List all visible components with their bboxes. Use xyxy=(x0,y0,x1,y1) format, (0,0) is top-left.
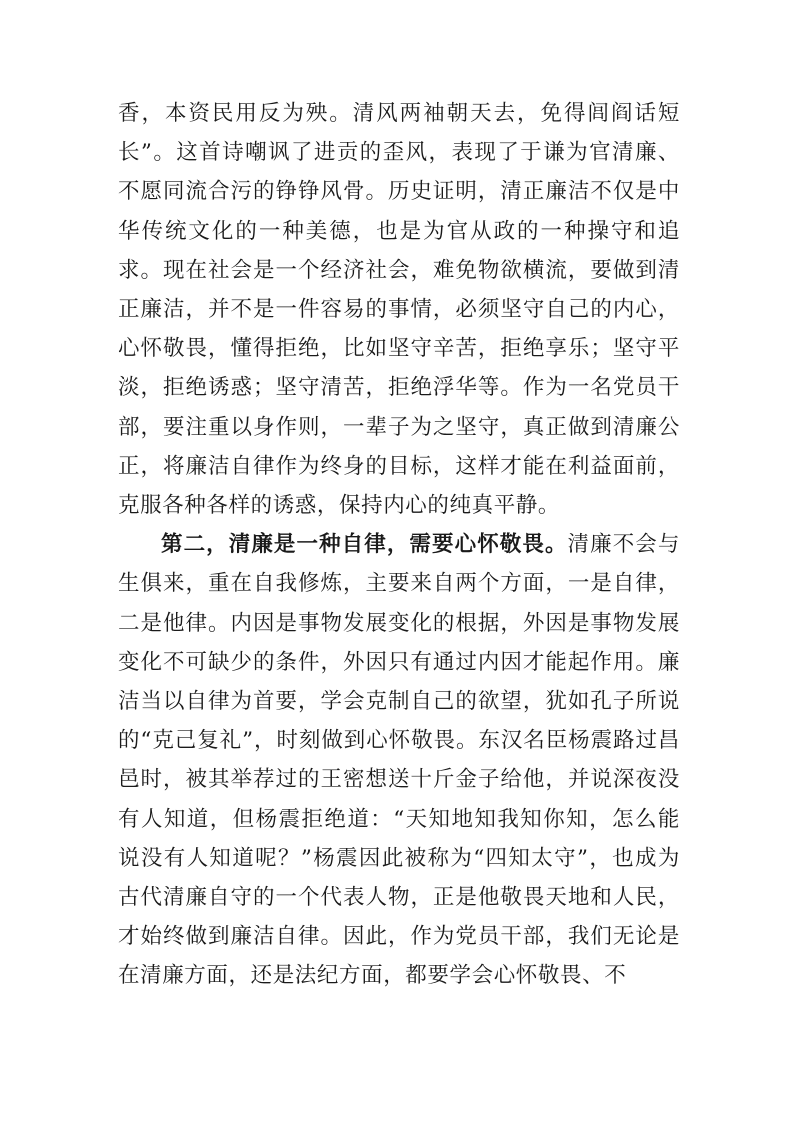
paragraph-2-text: 清廉不会与生俱来，重在自我修炼，主要来自两个方面，一是自律，二是他律。内因是事物发展变化的根据，外因是事物发展变化不可缺少的条件，外因只有通过内因才能起作用。廉洁当以自律为首要，学会克制自己的欲望，犹如孔子所说的“克己复礼”，时刻做到心怀敬畏。东汉名臣杨震路过昌邑时，被其举荐过的王密想送十斤金子给他，并说深夜没有人知道，但杨震拒绝道：“天知地知我知你知，怎么能说没有人知道呢？”杨震因此被称为“四知太守”，也成为古代清廉自守的一个代表人物，正是他敬畏天地和人民，才始终做到廉洁自律。因此，作为党员干部，我们无论是在清廉方面，还是法纪方面，都要学会心怀敬畏、不 xyxy=(118,532,680,989)
paragraph-1-text: 香，本资民用反为殃。清风两袖朝天去，免得闾阎话短长”。这首诗嘲讽了进贡的歪风，表现了于谦为官清廉、不愿同流合污的铮铮风骨。历史证明，清正廉洁不仅是中华传统文化的一种美德，也是为官从政的一种操守和追求。现在社会是一个经济社会，难免物欲横流，要做到清正廉洁，并不是一件容易的事情，必须坚守自己的内心，心怀敬畏，懂得拒绝，比如坚守辛苦，拒绝享乐；坚守平淡，拒绝诱惑；坚守清苦，拒绝浮华等。作为一名党员干部，要注重以身作则，一辈子为之坚守，真正做到清廉公正，将廉洁自律作为终身的目标，这样才能在利益面前，克服各种各样的诱惑，保持内心的纯真平静。 xyxy=(118,101,680,519)
document-body xyxy=(118,94,680,996)
paragraph-2-heading: 第二，清廉是一种自律，需要心怀敬畏。 xyxy=(161,532,568,558)
paragraph-continuation xyxy=(118,94,680,525)
paragraph-second-point xyxy=(118,525,680,995)
